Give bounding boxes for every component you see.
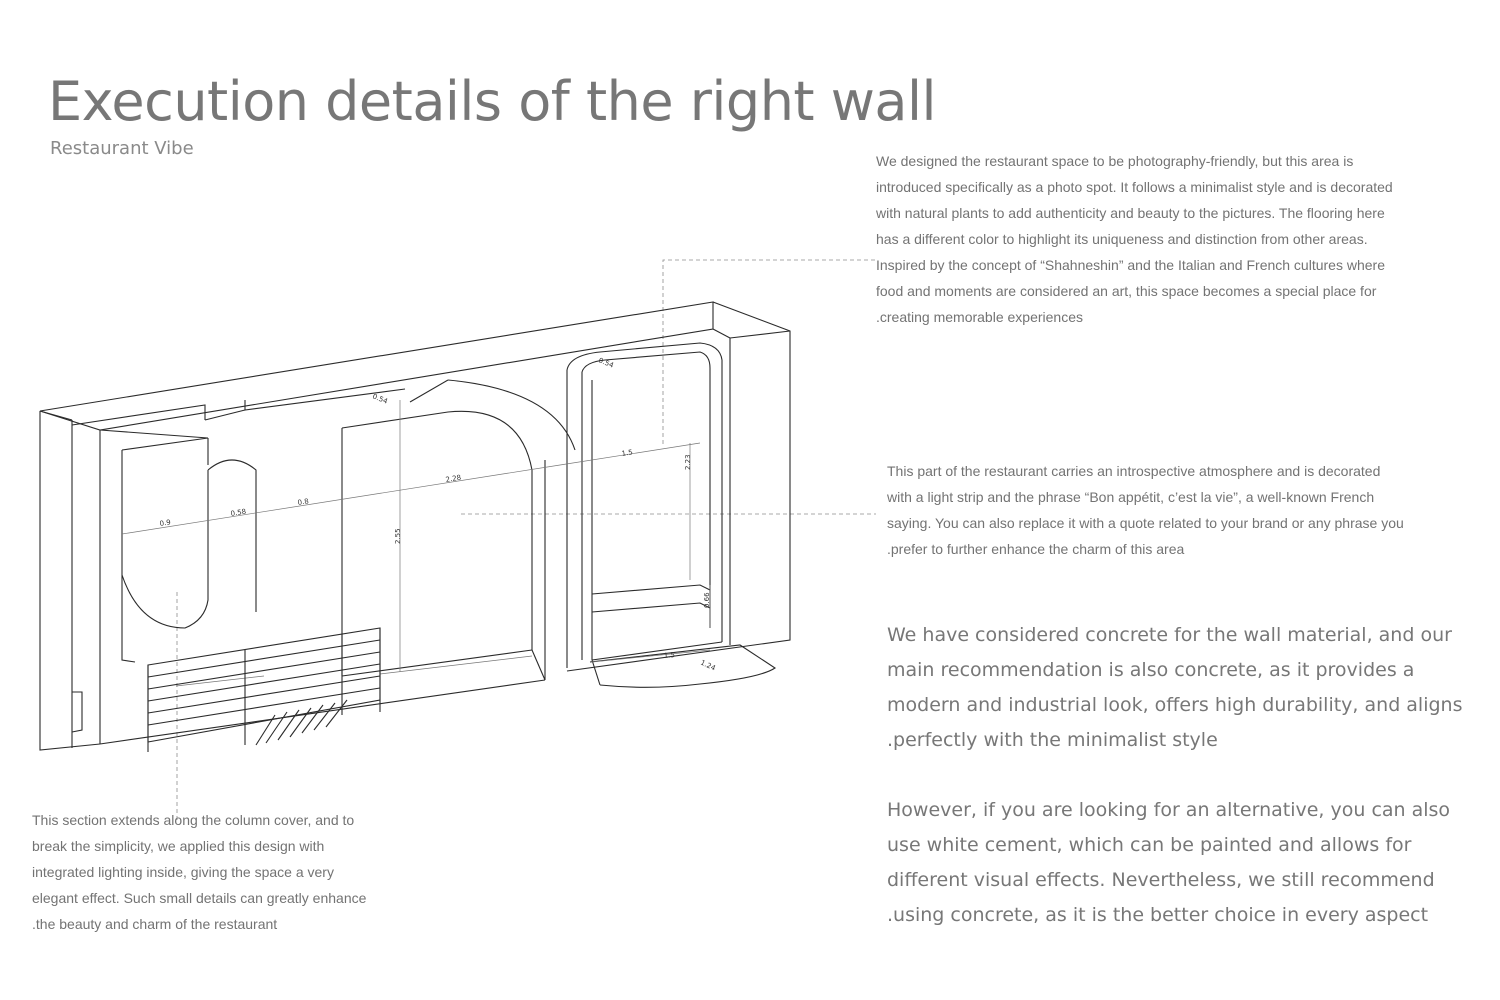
text-line: introduced specifically as a photo spot. It follows a minimalist style and is decorated bbox=[876, 179, 1393, 195]
text-line: different visual effects. Nevertheless, we still recommend bbox=[887, 869, 1435, 891]
text-line: food and moments are considered an art, this space becomes a special place for bbox=[876, 283, 1377, 299]
text-line: Inspired by the concept of “Shahneshin” and the Italian and French cultures where bbox=[876, 257, 1385, 273]
railing bbox=[148, 628, 380, 752]
dim-label-0-66: 0.66 bbox=[703, 592, 711, 608]
material-alternative-description bbox=[887, 793, 1450, 933]
text-line: This part of the restaurant carries an introspective atmosphere and is decorated bbox=[887, 463, 1381, 479]
dim-label-1-5-bottom: 1.5 bbox=[663, 651, 676, 660]
text-line: integrated lighting inside, giving the space a very bbox=[32, 864, 334, 880]
text-line: We have considered concrete for the wall material, and our bbox=[887, 624, 1452, 646]
introspective-description bbox=[887, 458, 1404, 562]
text-line: .the beauty and charm of the restaurant bbox=[32, 916, 278, 932]
wall-volume bbox=[40, 302, 790, 750]
text-line: .prefer to further enhance the charm of this area bbox=[887, 541, 1185, 557]
text-line: However, if you are looking for an alternative, you can also bbox=[887, 799, 1451, 821]
dim-label-2-23: 2.23 bbox=[684, 454, 692, 470]
text-line: .perfectly with the minimalist style bbox=[887, 729, 1218, 751]
text-line: saying. You can also replace it with a quote related to your brand or any phrase you bbox=[887, 515, 1404, 531]
photo-spot-niche bbox=[567, 343, 775, 687]
dim-label-0-58: 0.58 bbox=[230, 507, 247, 518]
text-line: main recommendation is also concrete, as it provides a bbox=[887, 659, 1415, 681]
text-line: use white cement, which can be painted and allows for bbox=[887, 834, 1412, 856]
text-line: We designed the restaurant space to be photography-friendly, but this area is bbox=[876, 153, 1354, 169]
text-line: with a light strip and the phrase “Bon appétit, c’est la vie”, a well-known French bbox=[887, 489, 1375, 505]
text-line: This section extends along the column cover, and to bbox=[32, 812, 355, 828]
column-cover-description bbox=[32, 807, 366, 937]
dimension-labels bbox=[159, 356, 717, 672]
dim-label-0-54-niche: 0.54 bbox=[597, 356, 615, 370]
dim-label-0-8: 0.8 bbox=[297, 497, 310, 507]
dim-label-2-28: 2.28 bbox=[445, 473, 462, 484]
text-line: has a different color to highlight its uniqueness and distinction from other areas. bbox=[876, 231, 1368, 247]
column-niche bbox=[122, 438, 264, 686]
dimension-lines bbox=[122, 400, 710, 672]
page-title: Execution details of the right wall bbox=[48, 70, 937, 133]
material-primary-description bbox=[887, 618, 1463, 758]
text-line: break the simplicity, we applied this design with bbox=[32, 838, 325, 854]
dim-label-2-55: 2.55 bbox=[394, 528, 402, 544]
arched-opening bbox=[342, 380, 575, 680]
text-line: modern and industrial look, offers high durability, and aligns bbox=[887, 694, 1463, 716]
text-line: with natural plants to add authenticity and beauty to the pictures. The flooring here bbox=[876, 205, 1385, 221]
text-line: .using concrete, as it is the better choice in every aspect bbox=[887, 904, 1429, 926]
photo-spot-description bbox=[876, 148, 1393, 330]
page-subtitle: Restaurant Vibe bbox=[50, 138, 194, 159]
dim-label-1-5-top: 1.5 bbox=[621, 448, 634, 458]
dim-label-0-9: 0.9 bbox=[159, 518, 172, 528]
dim-label-1-24: 1.24 bbox=[699, 658, 717, 673]
text-line: .creating memorable experiences bbox=[876, 309, 1083, 325]
dim-label-0-54-arch: 0.54 bbox=[371, 392, 389, 406]
text-line: elegant effect. Such small details can greatly enhance bbox=[32, 890, 367, 906]
leader-lines bbox=[177, 260, 876, 820]
